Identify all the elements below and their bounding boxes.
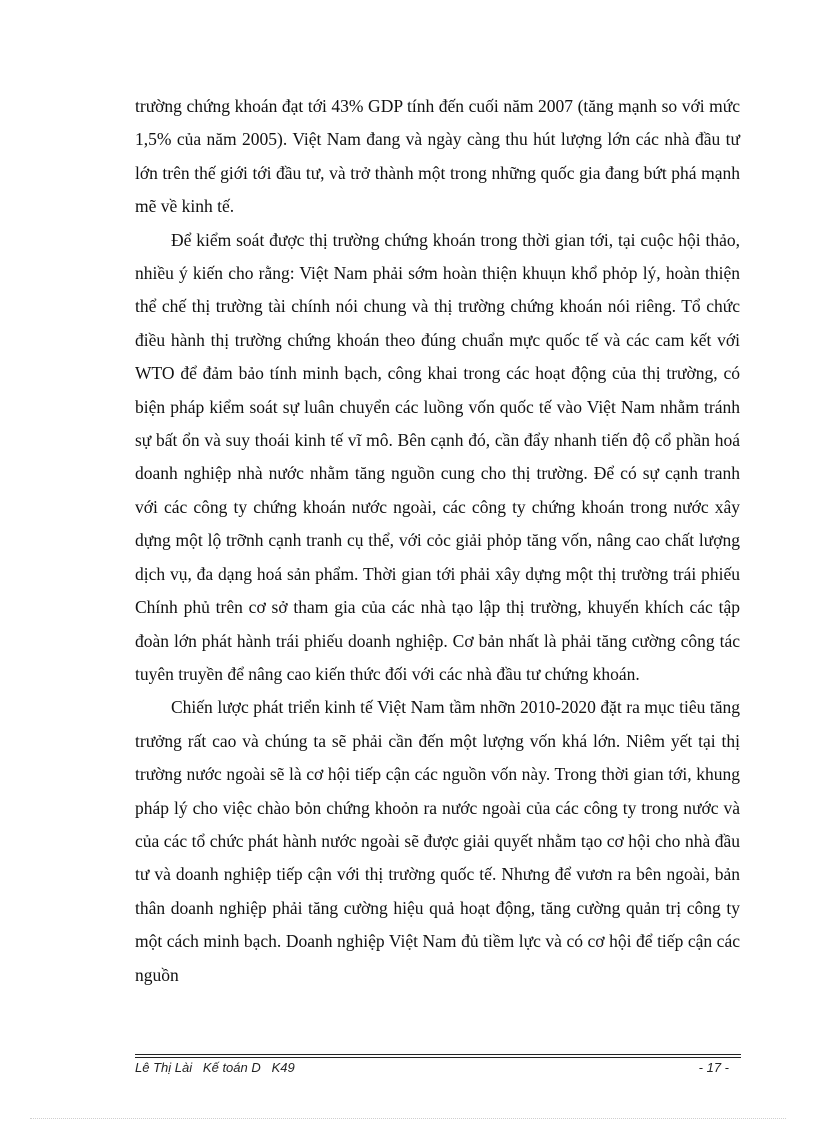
page-number: - 17 - [698,1060,729,1075]
footer-divider [135,1054,741,1055]
document-body [135,90,740,992]
paragraph-continued: trường chứng khoán đạt tới 43% GDP tính đến cuối năm 2007 (tăng mạnh so với mức 1,5% của năm 2005). Việt Nam đang và ngày càng thu hút lượng lớn các nhà đầu tư lớn trên thế giới tới đầu tư, và trở thành một trong những quốc gia đang bứt phá mạnh mẽ về kinh tế. [135,96,740,217]
footer-author: Lê Thị Lài Kế toán D K49 [135,1060,295,1075]
page-footer [135,1060,741,1078]
footer-divider-secondary [135,1057,741,1058]
paragraph-market-control: Để kiểm soát được thị trường chứng khoán trong thời gian tới, tại cuộc hội thảo, nhiều ý kiến cho rằng: Việt Nam phải sớm hoàn thiện khuụn khổ phỏp lý, hoàn thiện thể chế thị trường tài chính nói chung và thị trường chứng khoán nói riêng. Tổ chức điều hành thị trường chứng khoán theo đúng chuẩn mực quốc tế và các cam kết với WTO để đảm bảo tính minh bạch, công khai trong các hoạt động của thị trường, có biện pháp kiểm soát sự luân chuyển các luồng vốn quốc tế vào Việt Nam nhằm tránh sự bất ổn và suy thoái kinh tế vĩ mô. Bên cạnh đó, cần đẩy nhanh tiến độ cổ phần hoá doanh nghiệp nhà nước nhằm tăng nguồn cung cho thị trường. Để có sự cạnh tranh với các công ty chứng khoán nước ngoài, các công ty chứng khoán trong nước xây dựng một lộ trỡnh cạnh tranh cụ thể, với cỏc giải phỏp tăng vốn, nâng cao chất lượng dịch vụ, đa dạng hoá sản phẩm. Thời gian tới phải xây dựng một thị trường trái phiếu Chính phủ trên cơ sở tham gia của các nhà tạo lập thị trường, khuyến khích các tập đoàn lớn phát hành trái phiếu doanh nghiệp. Cơ bản nhất là phải tăng cường công tác tuyên truyền để nâng cao kiến thức đối với các nhà đầu tư chứng khoán. [135,229,740,684]
paragraph-development-strategy: Chiến lược phát triển kinh tế Việt Nam tầm nhỡn 2010-2020 đặt ra mục tiêu tăng trưởng rất cao và chúng ta sẽ phải cần đến một lượng vốn khá lớn. Niêm yết tại thị trường nước ngoài sẽ là cơ hội tiếp cận các nguồn vốn này. Trong thời gian tới, khung pháp lý cho việc chào bỏn chứng khoỏn ra nước ngoài của các công ty trong nước và của các tổ chức phát hành nước ngoài sẽ được giải quyết nhằm tạo cơ hội cho nhà đầu tư và doanh nghiệp tiếp cận với thị trường quốc tế. Nhưng để vươn ra bên ngoài, bản thân doanh nghiệp phải tăng cường hiệu quả hoạt động, tăng cường quản trị công ty một cách minh bạch. Doanh nghiệp Việt Nam đủ tiềm lực và có cơ hội để tiếp cận các nguồn [135,697,740,985]
page-edge-line [30,1118,786,1119]
